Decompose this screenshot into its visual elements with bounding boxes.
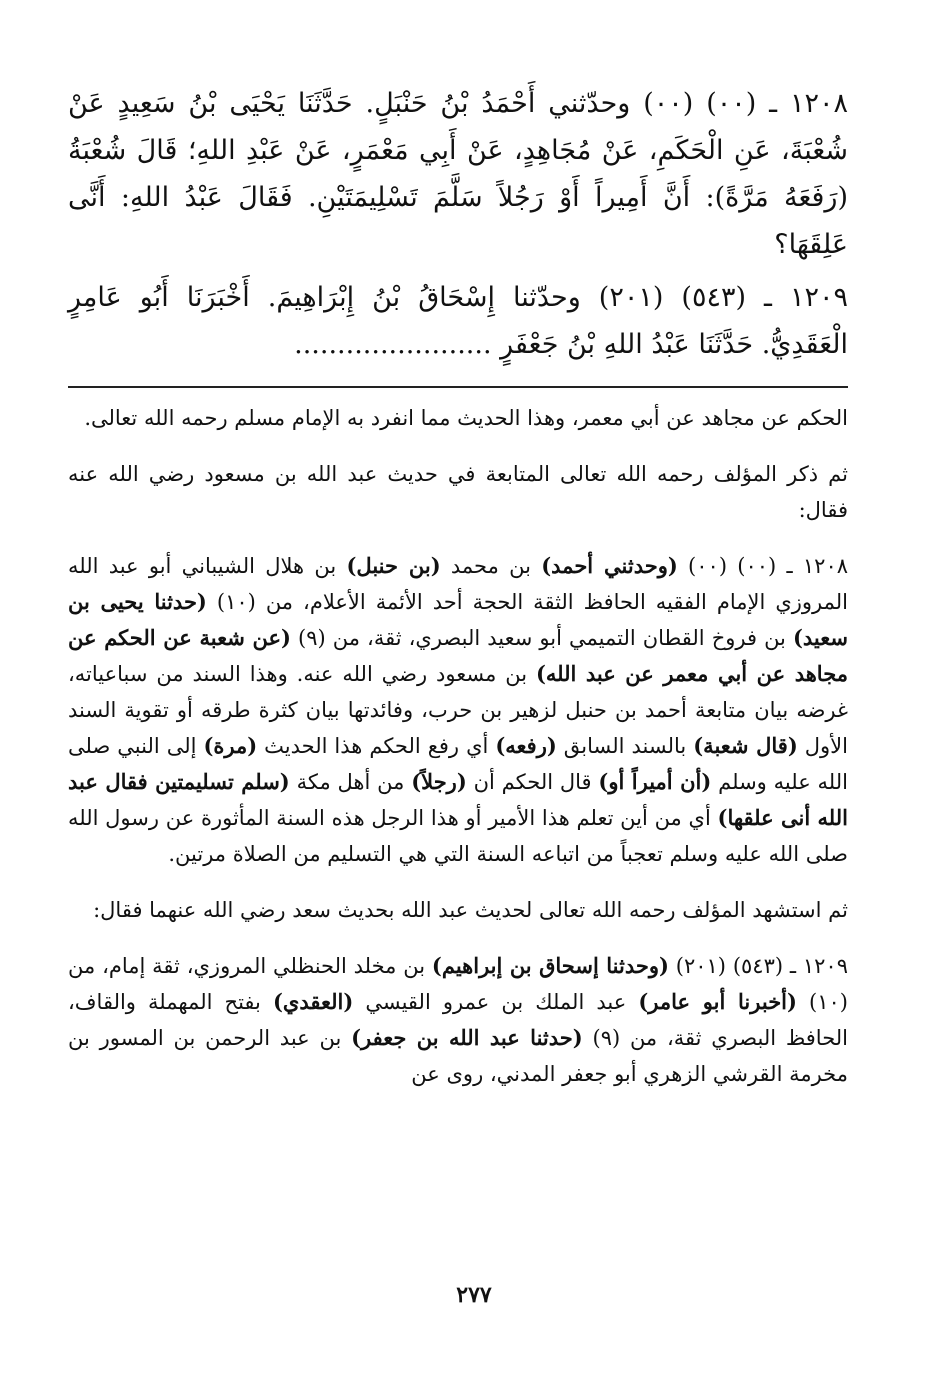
quoted-text: (عن شعبة عن الحكم عن مجاهد عن أبي معمر عن عبد الله) xyxy=(68,625,848,686)
quoted-text: (وحدثنا إسحاق بن إبراهيم) xyxy=(431,953,669,978)
quoted-text: (قال شعبة) xyxy=(693,733,798,758)
quoted-text: (العقدي) xyxy=(272,989,354,1014)
commentary-text: ١٢٠٨ ـ (٠٠) (٠٠) xyxy=(677,554,849,578)
commentary-text: أي رفع الحكم هذا الحديث xyxy=(257,734,496,758)
quoted-text: (وحدثني أحمد) xyxy=(541,553,678,578)
commentary-text: بالسند السابق xyxy=(556,734,694,758)
commentary-text: ١٢٠٩ ـ (٥٤٣) (٢٠١) xyxy=(668,954,848,978)
commentary-text: قال الحكم أن xyxy=(466,770,599,794)
commentary-text: إلى النبي صلى الله عليه وسلم xyxy=(68,734,848,794)
quoted-text: (حدثنا يحيى بن سعيد) xyxy=(68,589,848,650)
commentary-text: ثم استشهد المؤلف رحمه الله تعالى لحديث عبد الله بحديث سعد رضي الله عنهما فقال: xyxy=(93,898,848,922)
commentary-text: بن محمد xyxy=(440,554,542,578)
quoted-text: (سلم تسليمتين فقال عبد الله أنى علقها) xyxy=(68,769,848,830)
commentary-text: من أهل مكة xyxy=(289,770,412,794)
quoted-text: (بن حنبل) xyxy=(346,553,441,578)
commentary-text: ثم ذكر المؤلف رحمه الله تعالى المتابعة في حديث عبد الله بن مسعود رضي الله عنه فقال: xyxy=(68,462,848,522)
commentary-paragraph xyxy=(68,548,848,872)
commentary-paragraph xyxy=(68,400,848,436)
commentary-text: بن مسعود رضي الله عنه. وهذا السند من سباعياته، غرضه بيان متابعة أحمد بن حنبل لزهير بن حرب، وفائدتها بيان كثرة طرقه أو تقوية السند الأول xyxy=(68,662,848,758)
quoted-text: (حدثنا عبد الله بن جعفر) xyxy=(351,1025,583,1050)
page-number: ٢٧٧ xyxy=(456,1282,492,1308)
commentary-section xyxy=(68,400,848,1092)
hadith-1208: ١٢٠٨ ـ (٠٠) (٠٠) وحدّثني أَحْمَدُ بْنُ حَنْبَلٍ. حَدَّثَنَا يَحْيَى بْنُ سَعِيدٍ عَنْ شُعْبَةَ، عَنِ الْحَكَمِ، عَنْ مُجَاهِدٍ، عَنْ أَبِي مَعْمَرٍ، عَنْ عَبْدِ اللهِ؛ قَالَ شُعْبَةُ (رَفَعَهُ مَرَّةً): أَنَّ أَمِيراً أَوْ رَجُلاً سَلَّمَ تَسْلِيمَتَيْنِ. فَقَالَ عَبْدُ اللهِ: أَنَّى عَلِقَهَا؟ xyxy=(68,88,848,260)
commentary-text: بن مخلد الحنظلي المروزي، ثقة إمام، من (١٠) xyxy=(68,954,848,1014)
commentary-text: بن عبد الرحمن بن المسور بن مخرمة القرشي الزهري أبو جعفر المدني، روى عن xyxy=(68,1026,848,1086)
quoted-text: (مرة) xyxy=(203,733,258,758)
commentary-text: بن فروخ القطان التميمي أبو سعيد البصري، ثقة، من (٩) xyxy=(290,626,793,650)
quoted-text: (أخبرنا أبو عامر) xyxy=(638,989,797,1014)
commentary-text: أي من أين تعلم هذا الأمير أو هذا الرجل هذه السنة المأثورة عن رسول الله صلى الله عليه وسلم تعجباً من اتباعه السنة التي هي التسليم من الصلاة مرتين. xyxy=(68,806,848,866)
quoted-text: (رجلاً) xyxy=(411,769,467,794)
footnote-divider xyxy=(68,386,848,388)
quoted-text: (رفعه) xyxy=(495,733,557,758)
commentary-text: بفتح المهملة والقاف، الحافظ البصري ثقة، من (٩) xyxy=(68,990,848,1050)
page-body xyxy=(68,80,848,1112)
commentary-paragraph xyxy=(68,892,848,928)
commentary-text: الحكم عن مجاهد عن أبي معمر، وهذا الحديث مما انفرد به الإمام مسلم رحمه الله تعالى. xyxy=(84,406,848,430)
commentary-text: بن هلال الشيباني أبو عبد الله المروزي الإمام الفقيه الحافظ الثقة الحجة أحد الأئمة الأعلام، من (١٠) xyxy=(68,554,848,614)
commentary-text: عبد الملك بن عمرو القيسي xyxy=(353,990,639,1014)
commentary-paragraph xyxy=(68,456,848,528)
commentary-paragraph xyxy=(68,948,848,1092)
quoted-text: (أن أميراً أو) xyxy=(598,769,712,794)
hadith-1209: ١٢٠٩ ـ (٥٤٣) (٢٠١) وحدّثنا إِسْحَاقُ بْنُ إِبْرَاهِيمَ. أَخْبَرَنَا أَبُو عَامِرٍ الْعَقَدِيُّ. حَدَّثَنَا عَبْدُ اللهِ بْنُ جَعْفَرٍ ....................... xyxy=(68,282,849,360)
